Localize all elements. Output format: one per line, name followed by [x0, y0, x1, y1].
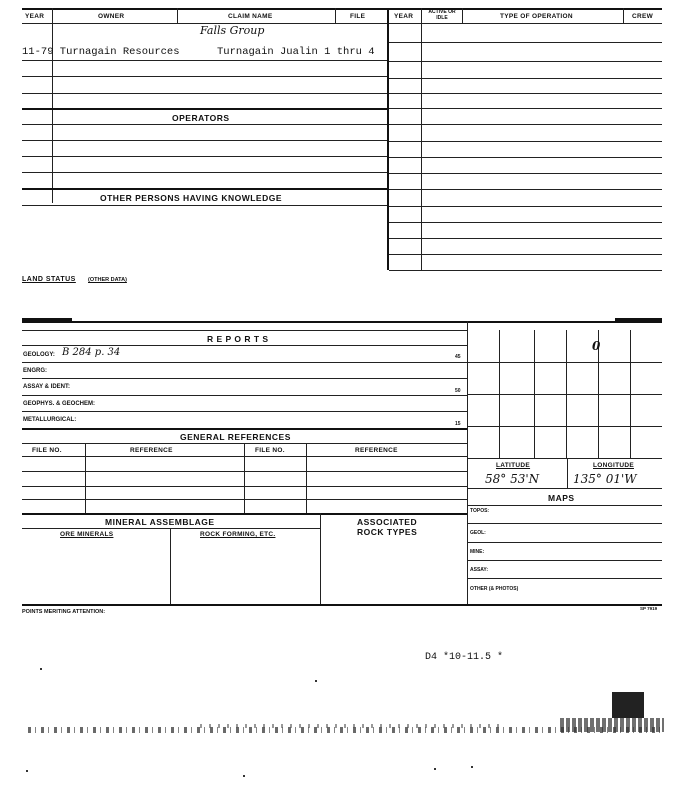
ore-minerals-header: ORE MINERALS — [60, 531, 114, 538]
general-references-title: GENERAL REFERENCES — [180, 432, 291, 442]
geology-label: GEOLOGY: — [23, 352, 55, 358]
owner-entry: 11-79 Turnagain Resources — [22, 46, 180, 58]
longitude-value: 135° 01'W — [573, 472, 637, 486]
ref-file-no-2: FILE NO. — [255, 447, 285, 454]
land-status-label: LAND STATUS — [22, 276, 76, 283]
maps-mine-label: MINE: — [470, 549, 485, 555]
file-reference: D4 *10-11.5 * — [425, 652, 504, 663]
latitude-label: LATITUDE — [496, 462, 531, 469]
operators-label: OPERATORS — [172, 113, 230, 123]
claim-entry: Turnagain Jualin 1 thru 4 — [217, 46, 375, 58]
assay-ident-label: ASSAY & IDENT: — [23, 384, 71, 390]
engrg-label: ENGRG: — [23, 368, 47, 374]
year-header: YEAR — [25, 13, 45, 20]
land-status-sub: (OTHER DATA) — [88, 277, 127, 283]
associated-header: ASSOCIATED — [357, 517, 418, 527]
geology-note: B 284 p. 34 — [62, 347, 121, 358]
grid-mark: 0 — [592, 339, 601, 353]
type-of-operation-header: TYPE OF OPERATION — [500, 13, 573, 20]
maps-assay-label: ASSAY: — [470, 567, 489, 573]
rock-forming-header: ROCK FORMING, ETC. — [200, 531, 276, 538]
form-code: SP 7919 — [640, 606, 658, 611]
assay-ident-code: 50 — [455, 388, 461, 394]
maps-topos-label: TOPOS: — [470, 508, 490, 514]
claim-name-header: CLAIM NAME — [228, 13, 273, 20]
file-header: FILE — [350, 13, 366, 20]
maps-title: MAPS — [548, 493, 575, 503]
maps-geol-label: GEOL: — [470, 530, 486, 536]
group-name: Falls Group — [200, 24, 265, 37]
maps-other-label: OTHER (& PHOTOS) — [470, 586, 519, 592]
points-meriting-label: POINTS MERITING ATTENTION: — [22, 609, 106, 615]
rock-types-header: ROCK TYPES — [357, 527, 418, 537]
ref-file-no-1: FILE NO. — [32, 447, 62, 454]
ref-reference-2: REFERENCE — [355, 447, 398, 454]
geology-code: 45 — [455, 354, 461, 360]
active-idle-header: ACTIVE OR IDLE — [428, 9, 456, 21]
metallurgical-code: 15 — [455, 421, 461, 427]
latitude-value: 58° 53'N — [485, 472, 540, 486]
metallurgical-label: METALLURGICAL: — [23, 417, 77, 423]
other-persons-label: OTHER PERSONS HAVING KNOWLEDGE — [100, 193, 283, 203]
ref-reference-1: REFERENCE — [130, 447, 173, 454]
year-header-right: YEAR — [394, 13, 414, 20]
geophys-label: GEOPHYS. & GEOCHEM: — [23, 401, 96, 407]
owner-header: OWNER — [98, 13, 125, 20]
mineral-assemblage-title: MINERAL ASSEMBLAGE — [105, 517, 215, 527]
crew-header: CREW — [632, 13, 654, 20]
longitude-label: LONGITUDE — [593, 462, 634, 469]
reports-title: R E P O R T S — [207, 334, 269, 344]
